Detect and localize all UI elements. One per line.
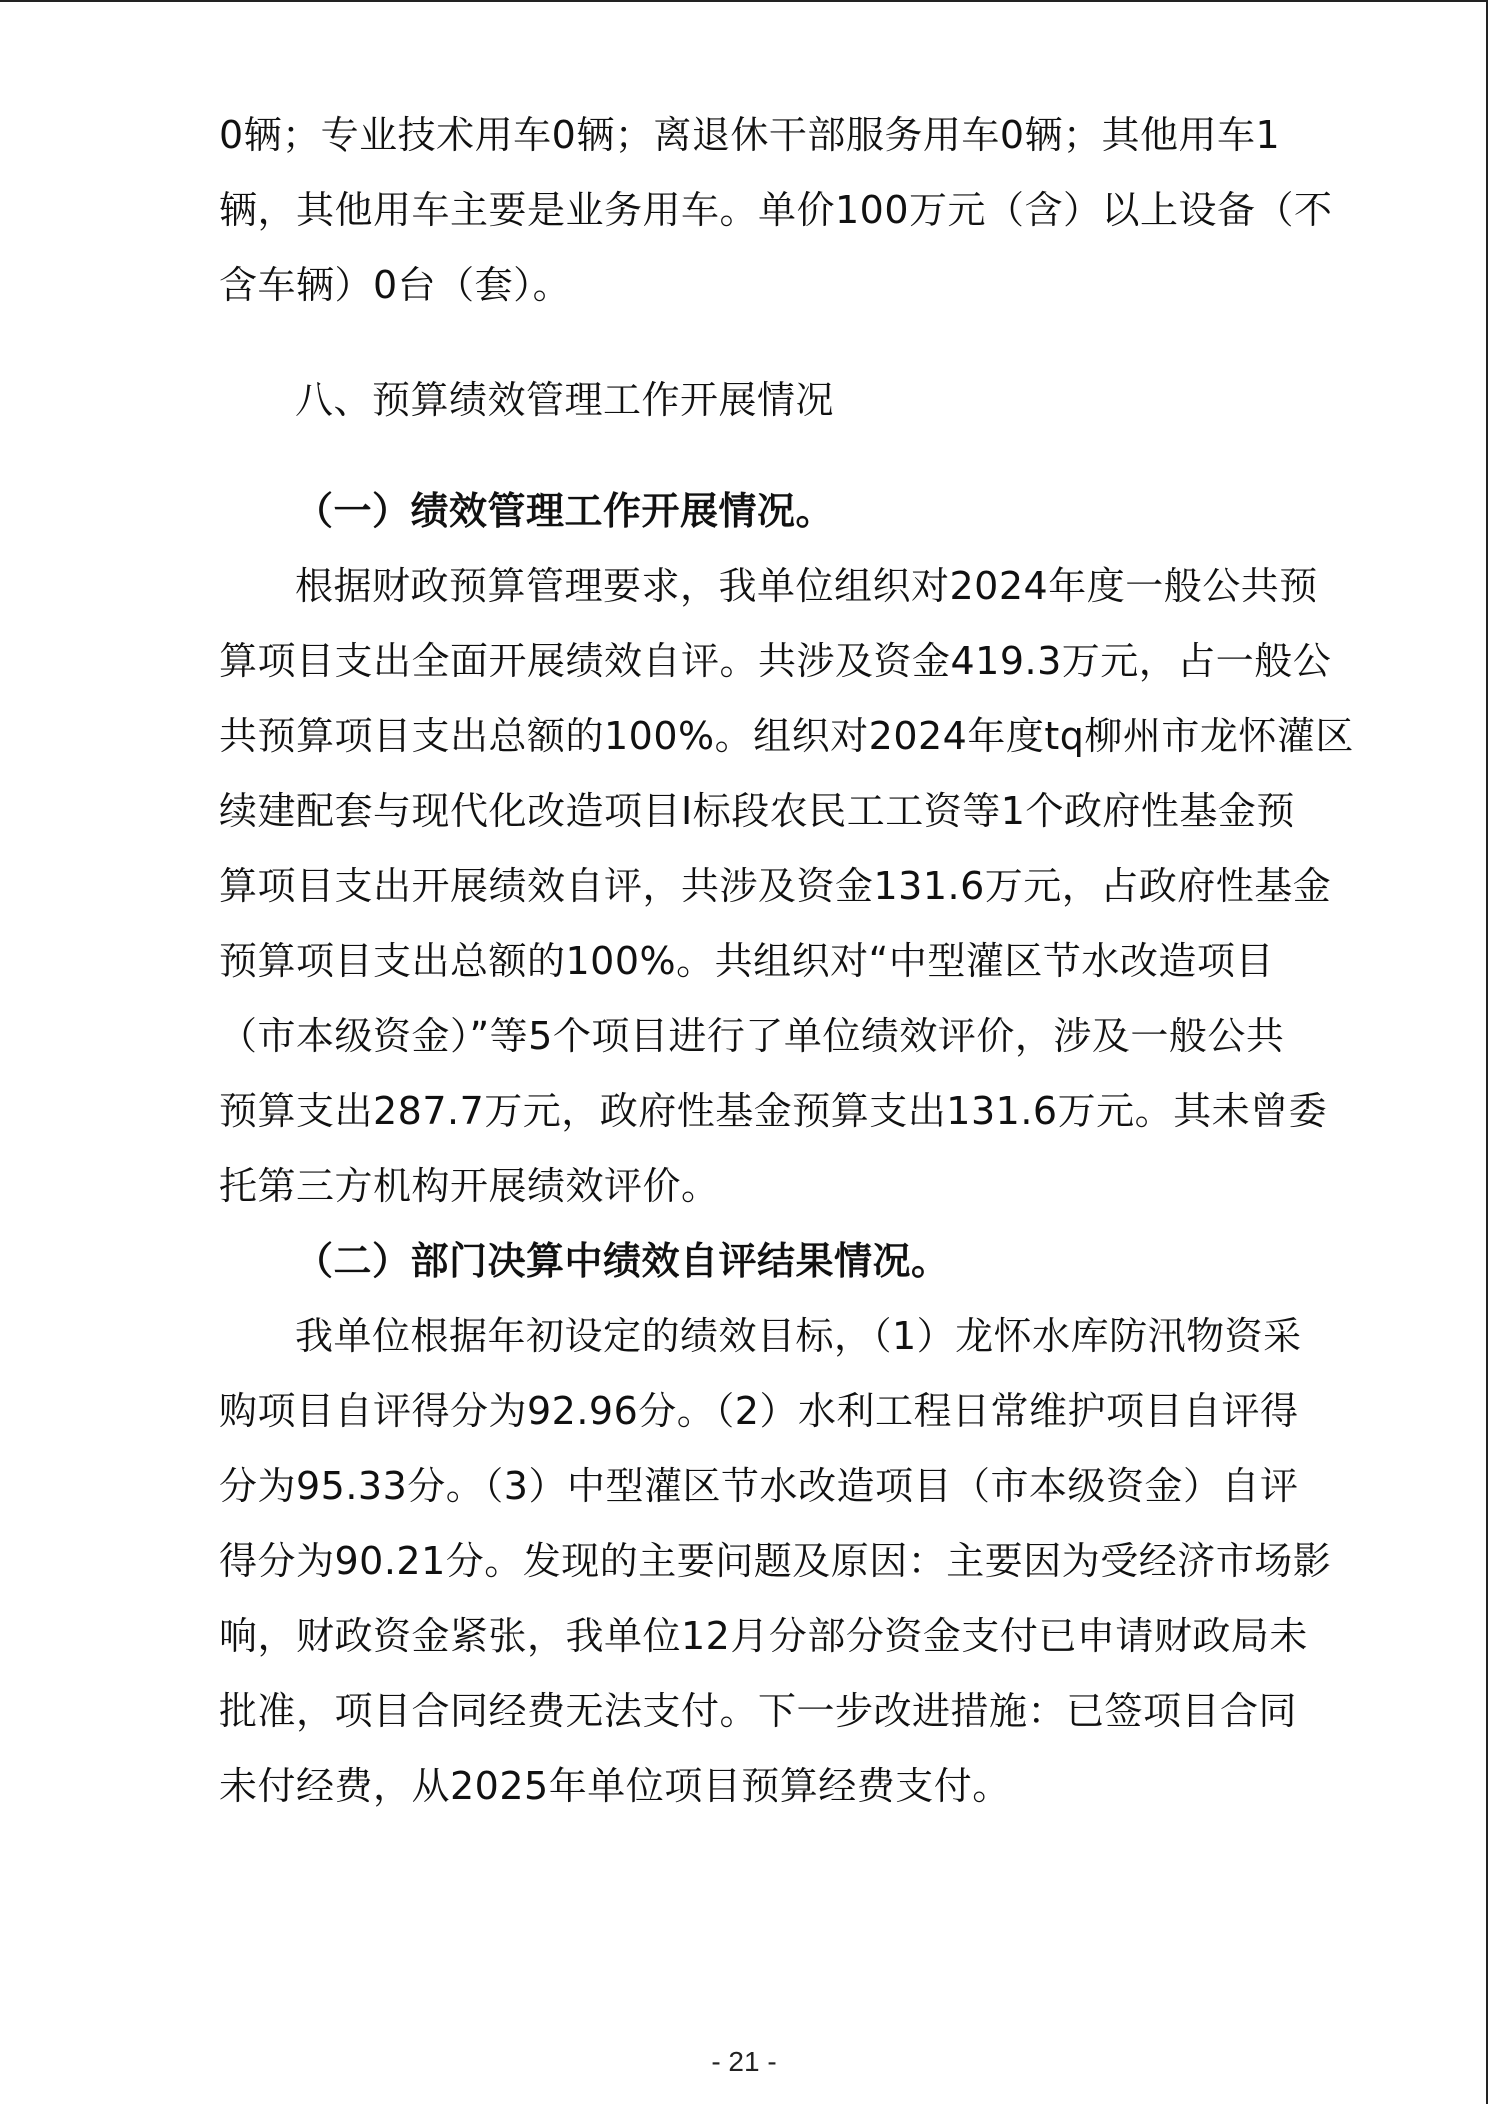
paragraph-line: 辆，其他用车主要是业务用车。单价100万元（含）以上设备（不: [219, 188, 1333, 232]
paragraph-line: 续建配套与现代化改造项目Ⅰ标段农民工工资等1个政府性基金预: [219, 789, 1295, 833]
paragraph-line: 算项目支出全面开展绩效自评。共涉及资金419.3万元，占一般公: [219, 639, 1332, 683]
document-body: [219, 98, 1354, 1824]
paragraph-line: 0辆；专业技术用车0辆；离退休干部服务用车0辆；其他用车1: [219, 113, 1281, 157]
paragraph-line: 我单位根据年初设定的绩效目标，（1）龙怀水库防汛物资采: [295, 1314, 1302, 1358]
paragraph-line: 得分为90.21分。发现的主要问题及原因：主要因为受经济市场影: [219, 1539, 1332, 1583]
paragraph-line: 未付经费，从2025年单位项目预算经费支付。: [219, 1764, 1011, 1808]
paragraph-line: 购项目自评得分为92.96分。（2）水利工程日常维护项目自评得: [219, 1389, 1299, 1433]
paragraph-line: 算项目支出开展绩效自评，共涉及资金131.6万元，占政府性基金: [219, 864, 1332, 908]
paragraph-line: 根据财政预算管理要求，我单位组织对2024年度一般公共预: [295, 564, 1318, 608]
paragraph-line: 预算项目支出总额的100%。共组织对“中型灌区节水改造项目: [219, 939, 1274, 983]
paragraph-line: 共预算项目支出总额的100%。组织对2024年度tq柳州市龙怀灌区: [219, 714, 1354, 758]
paragraph-line: （市本级资金）”等5个项目进行了单位绩效评价，涉及一般公共: [219, 1014, 1285, 1058]
paragraph-line: 分为95.33分。（3）中型灌区节水改造项目（市本级资金）自评: [219, 1464, 1299, 1508]
paragraph-line: 批准，项目合同经费无法支付。下一步改进措施：已签项目合同: [219, 1689, 1298, 1733]
paragraph-line: 含车辆）0台（套）。: [219, 263, 572, 307]
paragraph-line: 响，财政资金紧张，我单位12月分部分资金支付已申请财政局未: [219, 1614, 1308, 1658]
subsection-title: （一）绩效管理工作开展情况。: [295, 489, 835, 533]
page-number: - 21 -: [711, 2046, 777, 2077]
paragraph-line: 托第三方机构开展绩效评价。: [219, 1164, 720, 1208]
section-title: 八、预算绩效管理工作开展情况: [295, 378, 835, 422]
subsection-title: （二）部门决算中绩效自评结果情况。: [295, 1239, 950, 1283]
paragraph-line: 预算支出287.7万元，政府性基金预算支出131.6万元。其未曾委: [219, 1089, 1328, 1133]
